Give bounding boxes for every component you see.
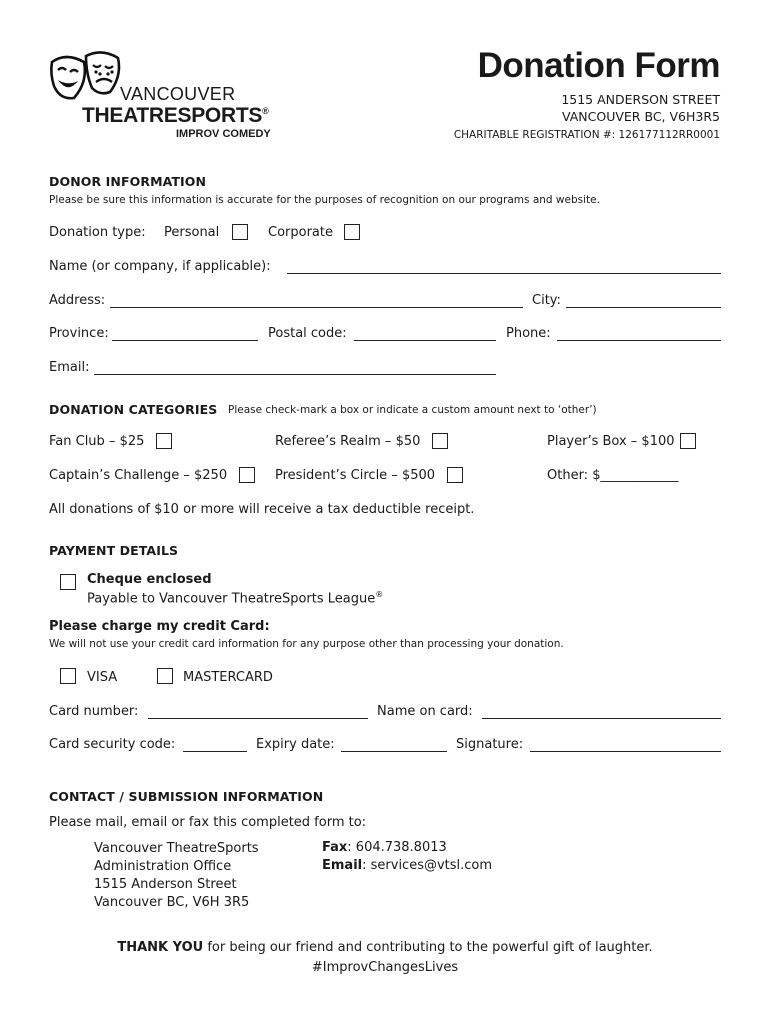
email-label: Email: <box>49 360 90 375</box>
address-field[interactable] <box>110 307 523 308</box>
player-checkbox[interactable] <box>680 433 696 449</box>
email-address[interactable]: : services@vtsl.com <box>362 858 493 873</box>
card-number-label: Card number: <box>49 704 139 719</box>
president-label: President’s Circle – $500 <box>275 468 436 483</box>
charitable-registration: CHARITABLE REGISTRATION #: 126177112RR0001 <box>453 129 720 141</box>
categories-heading: DONATION CATEGORIES <box>49 402 218 417</box>
city-field[interactable] <box>566 307 721 308</box>
thank-you-line: THANK YOU for being our friend and contributing to the powerful gift of laughter. <box>117 940 653 955</box>
city-label: City: <box>532 293 561 308</box>
signature-label: Signature: <box>456 737 524 752</box>
logo-improv-comedy: IMPROV COMEDY <box>176 128 271 140</box>
page-title: Donation Form <box>477 46 720 85</box>
logo-theatresports: THEATRESPORTS® <box>82 104 269 127</box>
email-line <box>322 858 492 873</box>
expiry-label: Expiry date: <box>256 737 335 752</box>
captain-checkbox[interactable] <box>239 467 255 483</box>
hashtag: #ImprovChangesLives <box>311 960 459 975</box>
referee-label: Referee’s Realm – $50 <box>275 434 421 449</box>
postal-code-label: Postal code: <box>268 326 347 341</box>
phone-field[interactable] <box>557 340 721 341</box>
referee-checkbox[interactable] <box>432 433 448 449</box>
name-on-card-field[interactable] <box>482 718 721 719</box>
cheque-checkbox[interactable] <box>60 574 76 590</box>
address-label: Address: <box>49 293 106 308</box>
donor-info-heading: DONOR INFORMATION <box>49 174 207 189</box>
fan-club-checkbox[interactable] <box>156 433 172 449</box>
player-label: Player’s Box – $100 <box>547 434 675 449</box>
security-code-field[interactable] <box>183 751 247 752</box>
mailing-address-line: Vancouver BC, V6H 3R5 <box>94 895 250 910</box>
logo <box>48 48 293 148</box>
name-on-card-label: Name on card: <box>377 704 473 719</box>
email-field[interactable] <box>94 374 496 375</box>
phone-label: Phone: <box>506 326 551 341</box>
personal-checkbox[interactable] <box>232 224 248 240</box>
credit-card-note: We will not use your credit card information for any purpose other than processing your donation. <box>49 638 564 650</box>
receipt-note: All donations of $10 or more will receive a tax deductible receipt. <box>49 502 475 517</box>
cheque-label: Cheque enclosed <box>87 572 212 587</box>
captain-label: Captain’s Challenge – $250 <box>49 468 228 483</box>
province-field[interactable] <box>112 340 258 341</box>
card-number-field[interactable] <box>148 718 368 719</box>
mastercard-checkbox[interactable] <box>157 668 173 684</box>
payable-note: Payable to Vancouver TheatreSports League® <box>87 590 384 607</box>
corporate-checkbox[interactable] <box>344 224 360 240</box>
president-checkbox[interactable] <box>447 467 463 483</box>
credit-card-heading: Please charge my credit Card: <box>49 619 270 634</box>
contact-intro: Please mail, email or fax this completed form to: <box>49 815 367 830</box>
donor-info-note: Please be sure this information is accurate for the purposes of recognition on our programs and website. <box>49 194 600 206</box>
expiry-field[interactable] <box>341 751 447 752</box>
personal-label: Personal <box>164 225 220 240</box>
mailing-address-line: 1515 Anderson Street <box>94 877 237 892</box>
mastercard-label: MASTERCARD <box>183 670 273 685</box>
mailing-address-line: Administration Office <box>94 859 232 874</box>
security-code-label: Card security code: <box>49 737 176 752</box>
fax-line <box>322 840 447 855</box>
contact-heading: CONTACT / SUBMISSION INFORMATION <box>49 789 324 804</box>
postal-code-field[interactable] <box>354 340 496 341</box>
corporate-label: Corporate <box>268 225 333 240</box>
visa-checkbox[interactable] <box>60 668 76 684</box>
other-amount-field[interactable]: Other: $____________ <box>547 468 679 483</box>
name-field[interactable] <box>287 273 721 274</box>
theatre-masks-icon <box>48 48 128 108</box>
payment-heading: PAYMENT DETAILS <box>49 543 179 558</box>
mailing-address-line: Vancouver TheatreSports <box>94 841 259 856</box>
mailing-address <box>94 840 259 912</box>
categories-note: Please check-mark a box or indicate a custom amount next to ‘other’) <box>228 404 597 416</box>
signature-field[interactable] <box>530 751 721 752</box>
fax-number: : 604.738.8013 <box>347 840 447 855</box>
logo-vancouver: VANCOUVER <box>120 84 236 104</box>
fax-label: Fax <box>322 840 348 855</box>
header-address-street: 1515 ANDERSON STREET <box>561 92 720 107</box>
visa-label: VISA <box>87 670 118 685</box>
email-contact-label: Email <box>322 858 363 873</box>
header-address-city: VANCOUVER BC, V6H3R5 <box>561 109 720 124</box>
donation-type-label: Donation type: <box>49 225 146 240</box>
fan-club-label: Fan Club – $25 <box>49 434 145 449</box>
name-label: Name (or company, if applicable): <box>49 259 271 274</box>
province-label: Province: <box>49 326 109 341</box>
